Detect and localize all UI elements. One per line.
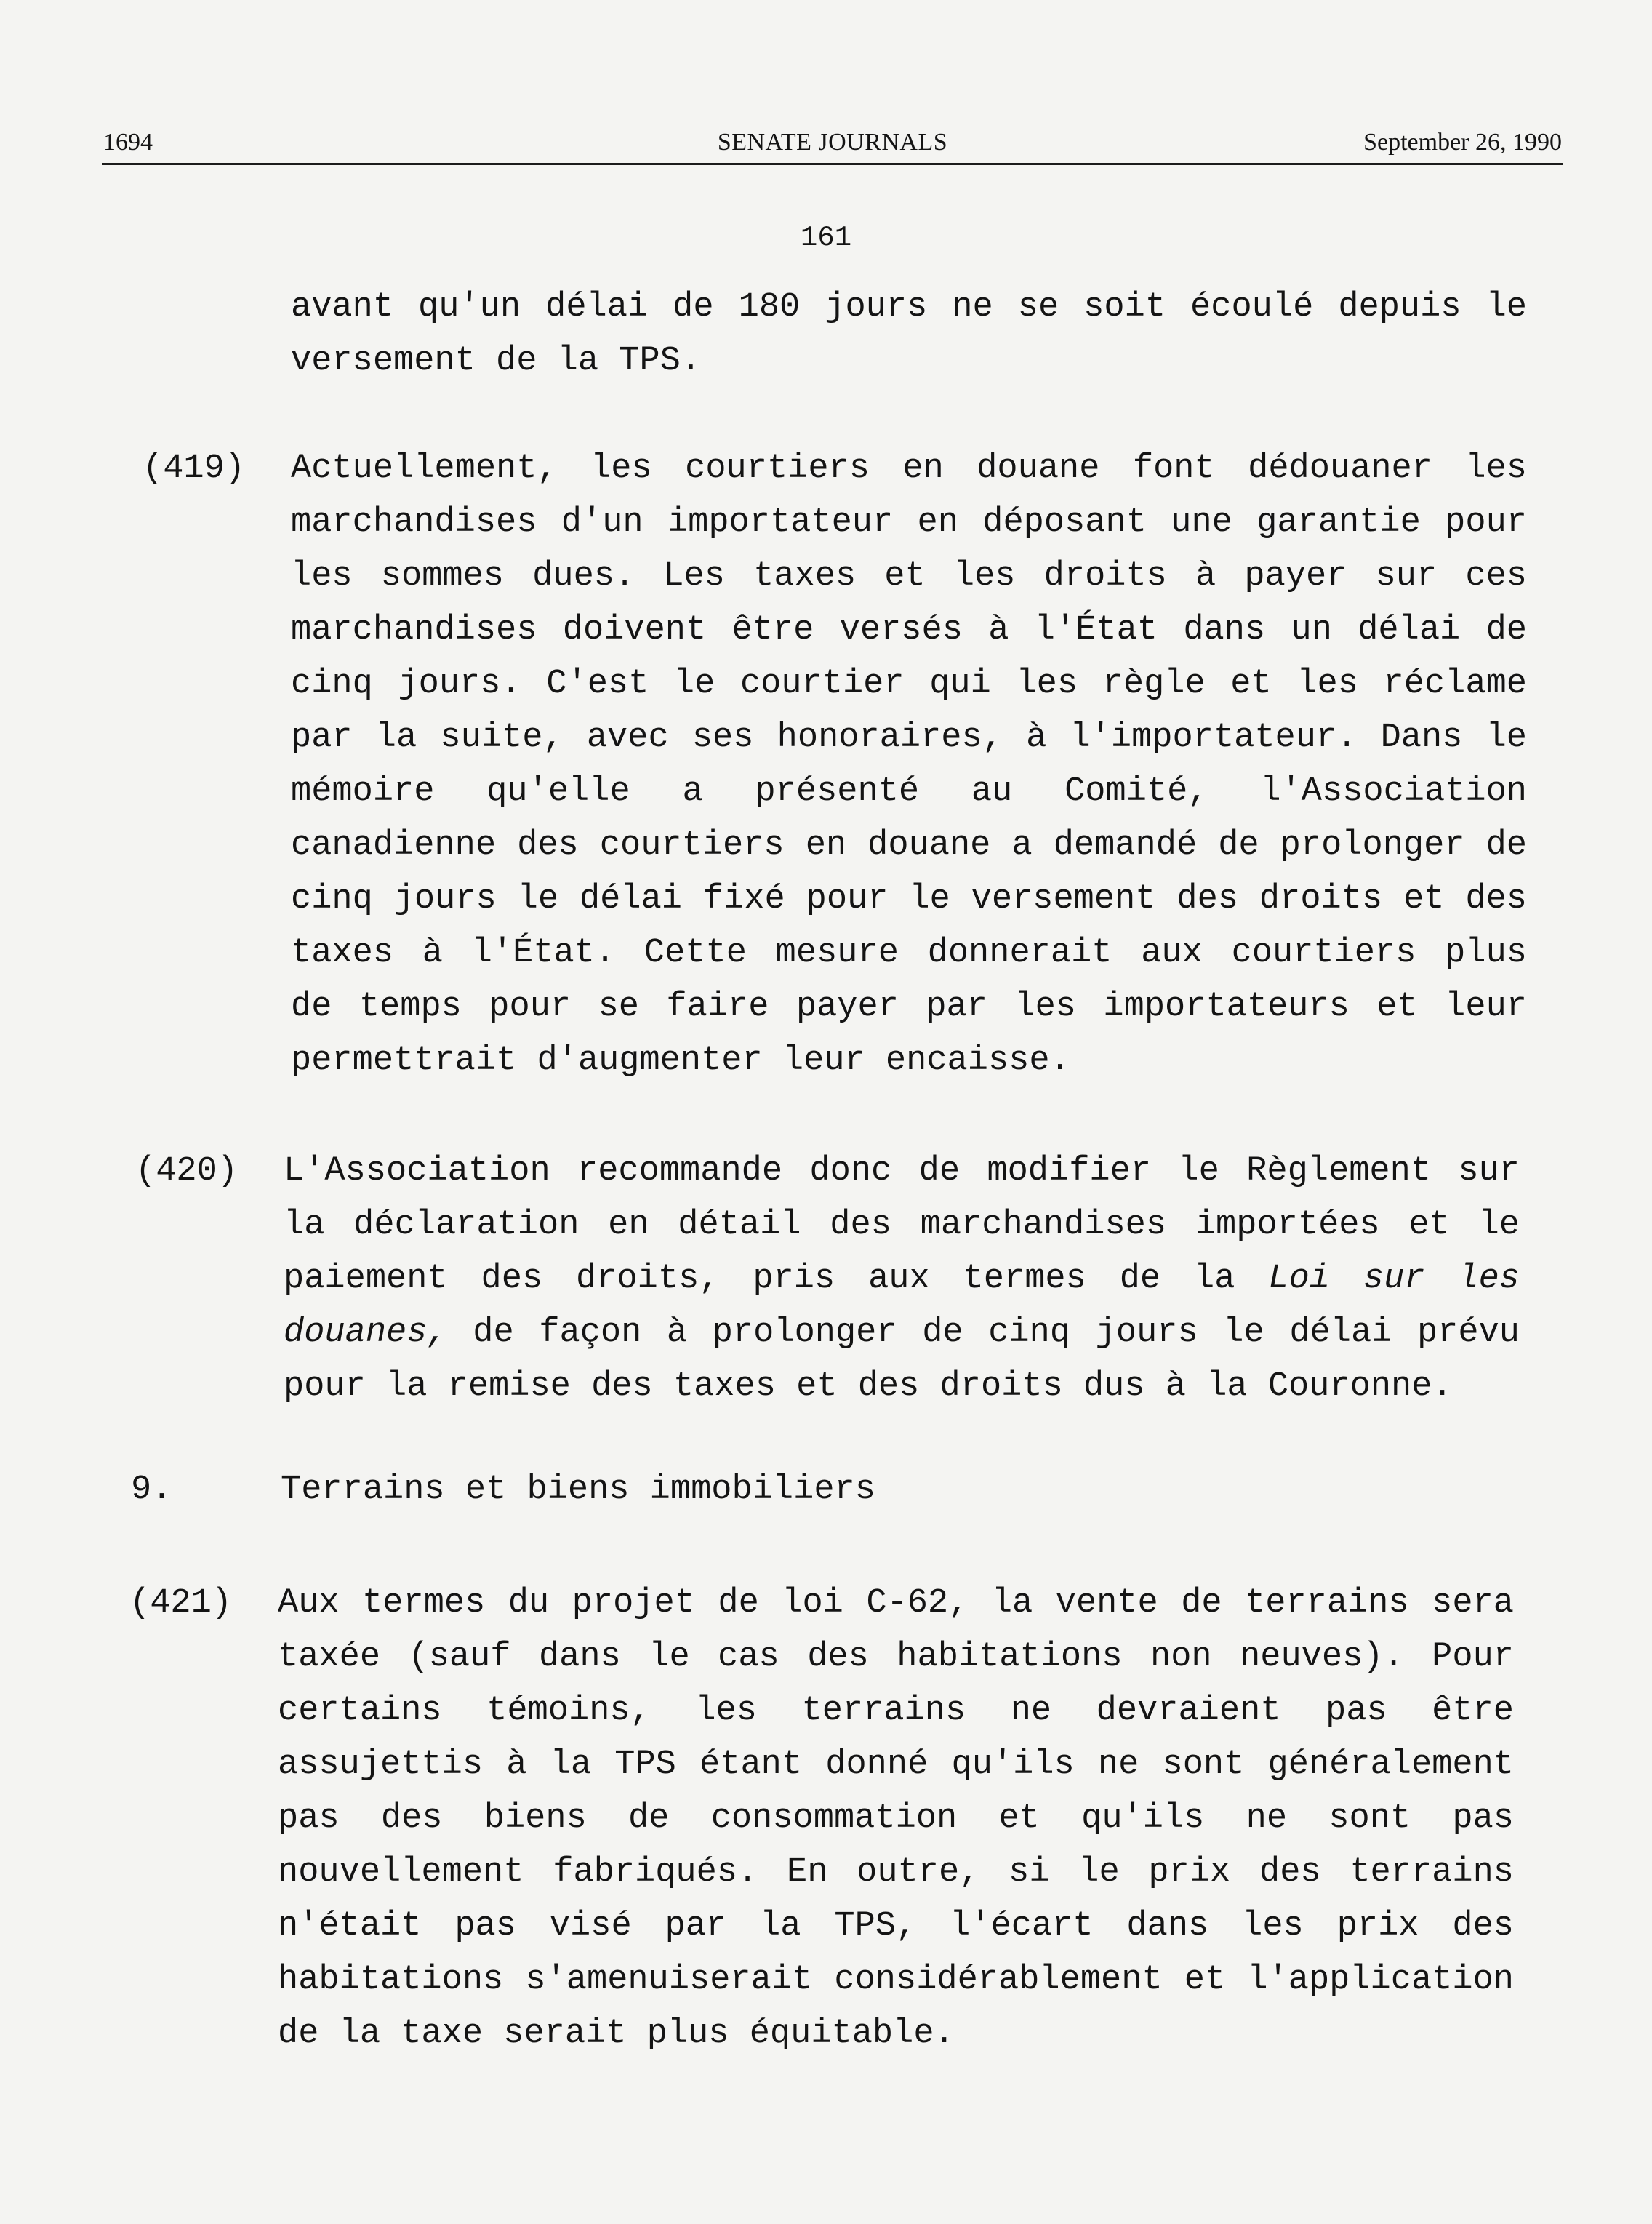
paragraph-421 xyxy=(278,1577,1514,2061)
text-line: mémoire qu'elle a présenté au Comité, l'Association xyxy=(291,772,1527,811)
paragraph-number: (420) xyxy=(135,1152,238,1191)
text-line: n'était pas visé par la TPS, l'écart dans les prix des xyxy=(278,1907,1514,1945)
running-header xyxy=(102,125,1563,165)
text-line: L'Association recommande donc de modifier le Règlement sur xyxy=(284,1152,1520,1191)
paragraph-number: (421) xyxy=(129,1584,233,1623)
text-segment: paiement des droits, pris aux termes de la xyxy=(284,1260,1235,1298)
italic-title: Loi sur les xyxy=(1268,1260,1520,1298)
text-line: avant qu'un délai de 180 jours ne se soit écoulé depuis le xyxy=(291,288,1527,327)
text-line: pas des biens de consommation et qu'ils ne sont pas xyxy=(278,1799,1514,1838)
text-line: habitations s'amenuiserait considérablement et l'application xyxy=(278,1961,1514,1999)
text-line xyxy=(284,1306,1520,1360)
text-line: de la taxe serait plus équitable. xyxy=(278,2015,955,2053)
text-line: versement de la TPS. xyxy=(291,342,702,380)
text-line: canadienne des courtiers en douane a demandé de prolonger de xyxy=(291,826,1527,865)
paragraph-419 xyxy=(291,442,1527,1088)
text-line: taxes à l'État. Cette mesure donnerait aux courtiers plus xyxy=(291,934,1527,972)
text-line: Aux termes du projet de loi C-62, la vente de terrains sera xyxy=(278,1584,1514,1623)
text-line: la déclaration en détail des marchandises importées et le xyxy=(284,1206,1520,1244)
header-title: SENATE JOURNALS xyxy=(717,129,948,156)
text-line: pour la remise des taxes et des droits dus à la Couronne. xyxy=(284,1367,1453,1406)
page-number: 161 xyxy=(800,222,852,254)
text-line: les sommes dues. Les taxes et les droits à payer sur ces xyxy=(291,557,1527,596)
header-date: September 26, 1990 xyxy=(1363,129,1562,156)
text-line: assujettis à la TPS étant donné qu'ils ne sont généralement xyxy=(278,1745,1514,1784)
text-line: cinq jours le délai fixé pour le versement des droits et des xyxy=(291,880,1527,919)
continuation-text xyxy=(291,281,1527,388)
text-line: certains témoins, les terrains ne devraient pas être xyxy=(278,1692,1514,1730)
text-line: par la suite, avec ses honoraires, à l'importateur. Dans le xyxy=(291,719,1527,757)
paragraph-number: (419) xyxy=(143,449,246,488)
text-segment: de façon à prolonger de cinq jours le délai prévu xyxy=(473,1313,1520,1352)
header-page-number: 1694 xyxy=(103,129,153,156)
paragraph-420 xyxy=(284,1145,1520,1414)
text-line: nouvellement fabriqués. En outre, si le prix des terrains xyxy=(278,1853,1514,1892)
italic-title: douanes, xyxy=(284,1313,448,1352)
text-line: Actuellement, les courtiers en douane font dédouaner les xyxy=(291,449,1527,488)
section-number: 9. xyxy=(131,1471,172,1509)
text-line: marchandises doivent être versés à l'État dans un délai de xyxy=(291,611,1527,649)
text-line: de temps pour se faire payer par les importateurs et leur xyxy=(291,988,1527,1026)
section-heading: Terrains et biens immobiliers xyxy=(281,1471,875,1509)
text-line xyxy=(284,1252,1520,1306)
text-line: taxée (sauf dans le cas des habitations non neuves). Pour xyxy=(278,1638,1514,1676)
text-line: cinq jours. C'est le courtier qui les règle et les réclame xyxy=(291,665,1527,703)
text-line: marchandises d'un importateur en déposant une garantie pour xyxy=(291,503,1527,542)
text-line: permettrait d'augmenter leur encaisse. xyxy=(291,1041,1070,1080)
